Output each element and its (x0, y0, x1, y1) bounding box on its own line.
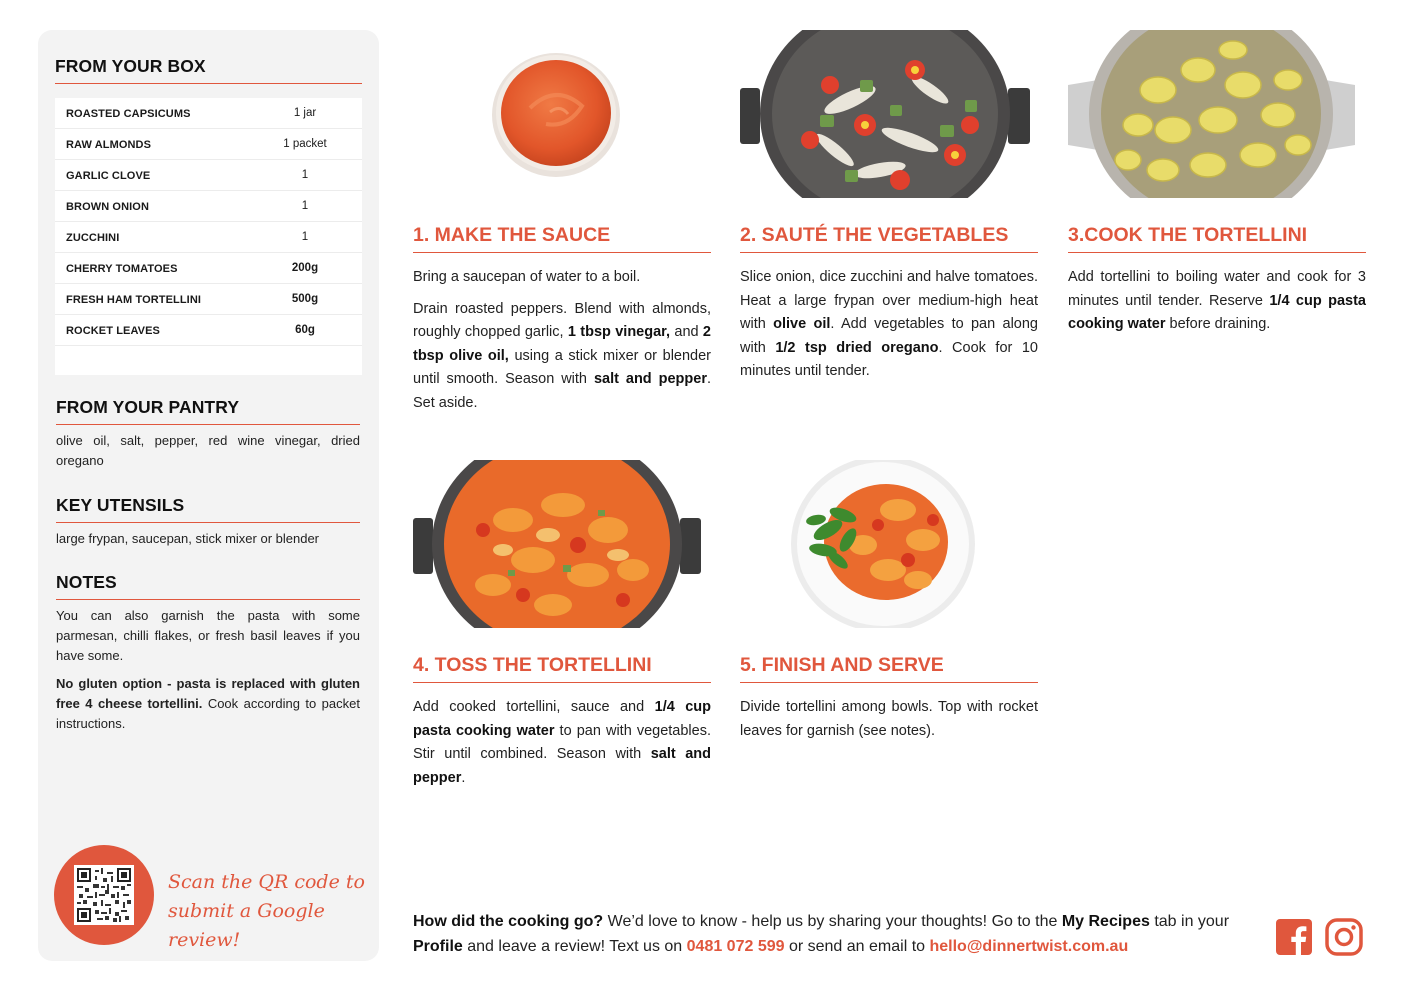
bold-segment: 2 tbsp olive oil, (413, 324, 711, 364)
bold-segment: salt and pepper (413, 746, 712, 786)
step-2-paragraph (740, 266, 1038, 384)
tortellini-pot-image (1068, 30, 1355, 198)
step-4-body (413, 696, 711, 798)
bold-segment: olive oil (773, 316, 831, 332)
step-4-title: 4. TOSS THE TORTELLINI (413, 654, 711, 683)
step-1-paragraph-2 (413, 298, 711, 416)
sauce-bowl-image (490, 48, 622, 178)
ingredient-name: ROASTED CAPSICUMS (66, 108, 191, 120)
table-row (55, 129, 362, 160)
text-segment: before draining. (1165, 316, 1271, 332)
step-3-title: 3.COOK THE TORTELLINI (1068, 224, 1366, 253)
step-2-title: 2. SAUTÉ THE VEGETABLES (740, 224, 1038, 253)
ingredient-name: RAW ALMONDS (66, 139, 152, 151)
table-row (55, 253, 362, 284)
gluten-option-bold: No gluten option - pasta is replaced with gluten free 4 cheese tortellini. (56, 676, 360, 711)
table-row (55, 191, 362, 222)
text-segment: tab in your (1149, 913, 1230, 930)
ingredient-qty: 1 (301, 200, 309, 212)
text-segment: Add tortellini to boiling water and cook for 3 minutes until tender. Reserve (1068, 269, 1366, 309)
text-segment: Drain roasted peppers. Blend with almonds, roughly chopped garlic, (413, 300, 711, 340)
ingredient-name: ROCKET LEAVES (66, 325, 160, 337)
ingredient-qty: 1 (301, 231, 309, 243)
ingredient-qty: 1 jar (293, 107, 317, 119)
bold-segment: salt and pepper (593, 371, 707, 387)
text-segment: or send an email to (784, 938, 930, 955)
bold-segment: 1/2 tsp dried oregano (775, 339, 939, 356)
table-row (55, 160, 362, 191)
instagram-icon[interactable] (1325, 918, 1363, 956)
notes-text: You can also garnish the pasta with some parmesan, chilli flakes, or fresh basil leaves if you have some. (56, 608, 360, 663)
qr-cta-line-2: submit a Google review! (168, 900, 325, 951)
box-ingredients-table (55, 98, 362, 375)
text-segment: to pan with vegetables. Stir until combined. Season with (413, 722, 711, 762)
table-row (55, 222, 362, 253)
gluten-option-rest: Cook according to packet instructions. (56, 696, 360, 731)
text-segment: using a stick mixer or blender until smooth. Season with (413, 347, 712, 387)
table-row (55, 284, 362, 315)
ingredient-name: CHERRY TOMATOES (66, 263, 178, 275)
text-segment: . Set aside. (413, 371, 711, 411)
toss-tortellini-image (413, 460, 701, 628)
ingredient-name: ZUCCHINI (66, 232, 120, 244)
qr-code-icon (74, 865, 134, 925)
text-segment: Slice onion, dice zucchini and halve tomatoes. Heat a large frypan over medium-high heat with (740, 269, 1038, 332)
step-1-body (413, 266, 711, 423)
step-4-paragraph (413, 696, 711, 790)
ingredient-qty: 500g (291, 293, 319, 305)
serving-bowl-image (788, 460, 978, 628)
utensils-section-title: KEY UTENSILS (56, 495, 360, 523)
notes-section-title: NOTES (56, 572, 360, 600)
ingredient-name: BROWN ONION (66, 201, 149, 213)
feedback-footer (413, 909, 1263, 959)
step-3-body (1068, 266, 1366, 345)
step-5-body (740, 696, 1038, 751)
text-segment: . (461, 769, 466, 786)
box-section-title: FROM YOUR BOX (55, 56, 362, 84)
step-5-title: 5. FINISH AND SERVE (740, 654, 1038, 683)
pantry-text: olive oil, salt, pepper, red wine vinegar, dried oregano (56, 433, 360, 468)
text-segment: Add cooked tortellini, sauce and (413, 699, 655, 715)
utensils-text: large frypan, saucepan, stick mixer or blender (56, 531, 320, 546)
email-link[interactable]: hello@dinnertwist.com.au (929, 938, 1129, 955)
footer-question: How did the cooking go? (413, 913, 604, 930)
qr-cta-line-1: Scan the QR code to (168, 871, 365, 893)
ingredient-qty: 200g (291, 262, 319, 274)
notes-gluten-option (56, 674, 360, 734)
my-recipes-link[interactable]: My Recipes (1061, 913, 1150, 930)
step-5-paragraph: Divide tortellini among bowls. Top with rocket leaves for garnish (see notes). (740, 699, 1038, 739)
profile-link[interactable]: Profile (413, 938, 463, 955)
saute-vegetables-image (740, 30, 1030, 198)
ingredient-qty: 1 (301, 169, 309, 181)
ingredient-name: FRESH HAM TORTELLINI (66, 294, 202, 306)
step-2-body (740, 266, 1038, 392)
ingredient-qty: 60g (295, 324, 315, 336)
table-row (55, 98, 362, 129)
ingredients-sidebar (38, 30, 379, 961)
step-1-paragraph-1: Bring a saucepan of water to a boil. (413, 269, 641, 285)
text-segment: We’d love to know - help us by sharing your thoughts! Go to the (603, 913, 1062, 930)
ingredient-qty: 1 packet (283, 138, 327, 150)
text-segment: and (670, 324, 703, 340)
table-row (55, 315, 362, 346)
bold-segment: 1 tbsp vinegar, (567, 324, 671, 340)
text-segment: . Add vegetables to pan along with (740, 316, 1038, 356)
bold-segment: 1/4 cup pasta cooking water (1068, 292, 1366, 332)
text-segment: and leave a review! Text us on (462, 938, 687, 955)
ingredient-name: GARLIC CLOVE (66, 170, 151, 182)
pantry-section-title: FROM YOUR PANTRY (56, 397, 360, 425)
text-segment: . Cook for 10 minutes until tender. (740, 339, 1038, 379)
phone-link[interactable]: 0481 072 599 (686, 938, 785, 955)
step-3-paragraph (1068, 266, 1366, 337)
qr-review-cta (168, 868, 368, 955)
step-1-title: 1. MAKE THE SAUCE (413, 224, 711, 253)
facebook-icon[interactable] (1275, 918, 1313, 956)
qr-badge[interactable] (54, 845, 154, 945)
bold-segment: 1/4 cup pasta cooking water (413, 699, 711, 739)
